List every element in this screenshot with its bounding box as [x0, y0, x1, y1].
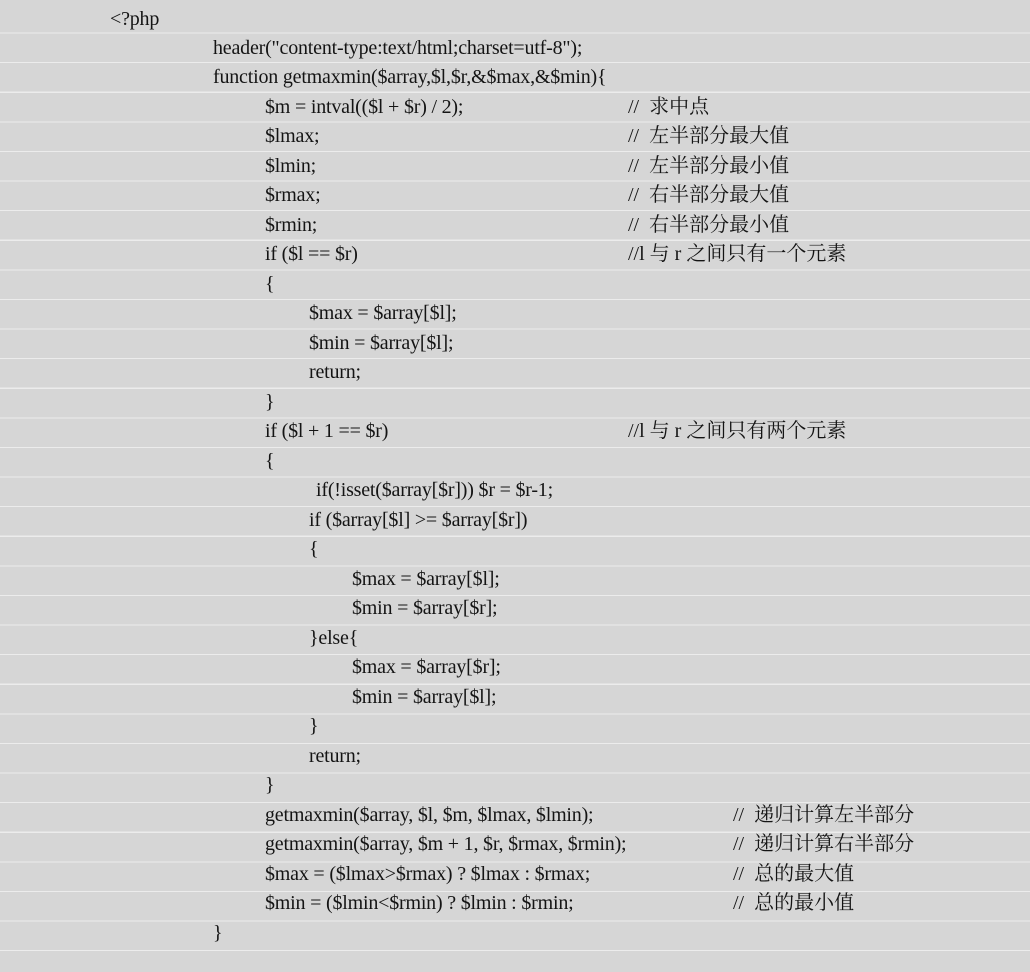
code-comment: // 递归计算左半部分	[733, 804, 915, 826]
code-line	[0, 506, 1030, 536]
code-text: getmaxmin($array, $m + 1, $r, $rmax, $rmin);	[265, 833, 627, 855]
code-line	[0, 624, 1030, 654]
code-line	[0, 181, 1030, 211]
code-text: if ($l == $r)	[265, 243, 358, 265]
code-comment: // 递归计算右半部分	[733, 833, 915, 855]
code-comment: // 右半部分最大值	[628, 184, 790, 206]
code-text: return;	[309, 745, 361, 767]
code-text: }	[213, 922, 223, 944]
code-text: if ($l + 1 == $r)	[265, 420, 389, 442]
code-text: $lmin;	[265, 155, 317, 177]
code-line	[0, 889, 1030, 919]
code-text: $m = intval(($l + $r) / 2);	[265, 96, 464, 118]
code-line	[0, 771, 1030, 801]
code-line	[0, 801, 1030, 831]
code-comment: // 左半部分最大值	[628, 125, 790, 147]
code-text: return;	[309, 361, 361, 383]
code-line	[0, 565, 1030, 595]
code-line	[0, 919, 1030, 949]
code-text: $min = $array[$r];	[352, 597, 498, 619]
code-text: }else{	[309, 627, 359, 649]
code-text: $max = $array[$l];	[309, 302, 457, 324]
code-text: $min = $array[$l];	[309, 332, 454, 354]
code-line	[0, 594, 1030, 624]
code-text: getmaxmin($array, $l, $m, $lmax, $lmin);	[265, 804, 594, 826]
code-text: function getmaxmin($array,$l,$r,&$max,&$min){	[213, 66, 607, 88]
code-comment: // 总的最大值	[733, 863, 855, 885]
code-comment: // 左半部分最小值	[628, 155, 790, 177]
code-line	[0, 417, 1030, 447]
code-comment: //l 与 r 之间只有一个元素	[628, 243, 847, 265]
code-line	[0, 152, 1030, 182]
code-text: $max = ($lmax>$rmax) ? $lmax : $rmax;	[265, 863, 591, 885]
code-line	[0, 742, 1030, 772]
code-comment: // 右半部分最小值	[628, 214, 790, 236]
code-line	[0, 476, 1030, 506]
code-text: <?php	[110, 8, 160, 30]
code-line	[0, 712, 1030, 742]
code-text: $min = $array[$l];	[352, 686, 497, 708]
code-line	[0, 535, 1030, 565]
code-text: }	[309, 715, 319, 737]
code-text: header("content-type:text/html;charset=utf-8");	[213, 37, 583, 59]
code-text: $max = $array[$l];	[352, 568, 500, 590]
code-line	[0, 240, 1030, 270]
code-line	[0, 447, 1030, 477]
code-text: {	[309, 538, 319, 560]
code-line	[0, 93, 1030, 123]
code-line	[0, 34, 1030, 64]
code-line	[0, 63, 1030, 93]
code-line	[0, 653, 1030, 683]
code-text: if ($array[$l] >= $array[$r])	[309, 509, 528, 531]
code-comment: //l 与 r 之间只有两个元素	[628, 420, 847, 442]
code-line	[0, 122, 1030, 152]
code-line	[0, 211, 1030, 241]
code-line	[0, 388, 1030, 418]
code-line	[0, 358, 1030, 388]
code-text: {	[265, 273, 275, 295]
code-line	[0, 830, 1030, 860]
code-text: }	[265, 391, 275, 413]
code-comment: // 总的最小值	[733, 892, 855, 914]
code-line	[0, 683, 1030, 713]
code-text: {	[265, 450, 275, 472]
code-text: if(!isset($array[$r])) $r = $r-1;	[316, 479, 553, 501]
code-text: }	[265, 774, 275, 796]
code-line	[0, 5, 1030, 35]
code-line	[0, 299, 1030, 329]
code-comment: // 求中点	[628, 96, 710, 118]
code-line	[0, 270, 1030, 300]
code-text: $lmax;	[265, 125, 320, 147]
code-line	[0, 329, 1030, 359]
code-text: $min = ($lmin<$rmin) ? $lmin : $rmin;	[265, 892, 574, 914]
code-text: $max = $array[$r];	[352, 656, 501, 678]
code-text: $rmax;	[265, 184, 321, 206]
code-text: $rmin;	[265, 214, 318, 236]
code-line	[0, 860, 1030, 890]
